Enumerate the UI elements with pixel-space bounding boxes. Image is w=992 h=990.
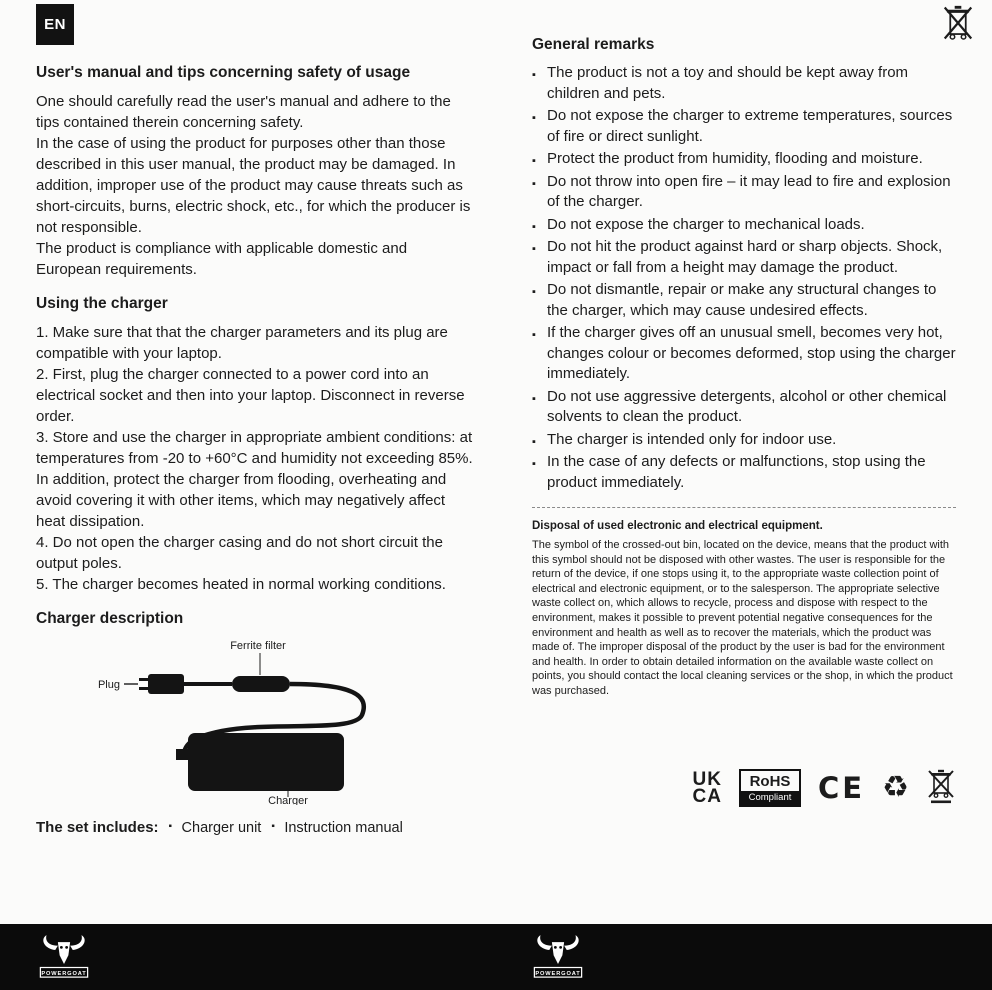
remark-item: ▪ If the charger gives off an unusual smell, becomes very hot, changes colour or becomes deformed, stop using the charger immediately.	[532, 323, 956, 385]
set-item: ▪ Instruction manual	[271, 820, 402, 836]
using-step: 2. First, plug the charger connected to a power cord into an electrical socket and then into your laptop. Disconnect in reverse order.	[36, 366, 465, 425]
using-step: 4. Do not open the charger casing and do not short circuit the output poles.	[36, 534, 443, 572]
plug-label: Plug	[97, 679, 120, 691]
remarks-heading: General remarks	[532, 36, 655, 53]
disposal-heading: Disposal of used electronic and electrical equipment.	[532, 520, 823, 532]
plug-body	[148, 674, 184, 694]
remark-item: ▪ Do not throw into open fire – it may lead to fire and explosion of the charger.	[532, 172, 956, 213]
safety-paragraph: The product is compliance with applicable domestic and European requirements.	[36, 240, 408, 278]
remark-item: ▪ Do not expose the charger to mechanical loads.	[532, 215, 956, 236]
charger-diagram	[36, 637, 474, 805]
remark-item: ▪ Protect the product from humidity, flooding and moisture.	[532, 149, 956, 170]
safety-paragraph: In the case of using the product for purposes other than those described in this user manual, the product may be damaged. In addition, improper use of the product may cause threats such as short-circuits, burns, electric shock, etc., for which the producer is not responsible.	[36, 135, 471, 236]
right-column	[532, 36, 956, 810]
compliance-badges	[532, 767, 956, 810]
dashed-divider	[532, 507, 956, 508]
rohs-compliant-label: Compliant	[741, 791, 799, 805]
remark-item: ▪ Do not use aggressive detergents, alcohol or other chemical solvents to clean the product.	[532, 387, 956, 428]
footer-bar	[0, 924, 992, 990]
powergoat-logo	[530, 932, 586, 987]
ukca-top: UK	[692, 769, 722, 791]
remark-item: ▪ The charger is intended only for indoor use.	[532, 430, 956, 451]
using-step: 5. The charger becomes heated in normal working conditions.	[36, 576, 446, 593]
description-heading: Charger description	[36, 610, 184, 627]
rohs-label: RoHS	[749, 773, 791, 791]
remark-item: ▪ Do not dismantle, repair or make any structural changes to the charger, which may cause undesired effects.	[532, 280, 956, 321]
crossed-bin-badge-icon	[926, 767, 956, 810]
rohs-mark	[739, 769, 801, 807]
remark-item: ▪ In the case of any defects or malfunctions, stop using the product immediately.	[532, 452, 956, 493]
charger-brick	[188, 733, 344, 791]
ferrite-filter-label: Ferrite filter	[230, 640, 286, 652]
set-includes-line	[36, 819, 474, 836]
using-step: 1. Make sure that that the charger parameters and its plug are compatible with your laptop.	[36, 324, 448, 362]
plug-prong	[139, 678, 149, 681]
ce-mark: CE	[818, 771, 866, 806]
left-column	[36, 64, 474, 836]
language-badge: EN	[36, 4, 74, 45]
using-heading: Using the charger	[36, 295, 168, 312]
plug-prong	[139, 687, 149, 690]
set-includes-label: The set includes:	[36, 819, 159, 836]
remark-item: ▪ Do not hit the product against hard or sharp objects. Shock, impact or fall from a height may damage the product.	[532, 237, 956, 278]
charger-connector	[176, 749, 190, 760]
safety-heading: User's manual and tips concerning safety of usage	[36, 64, 411, 81]
remark-item: ▪ Do not expose the charger to extreme temperatures, sources of fire or direct sunlight.	[532, 106, 956, 147]
brand-label: POWERGOAT	[41, 970, 87, 977]
disposal-text: The symbol of the crossed-out bin, located on the device, means that the product with this symbol should not be disposed with other wastes. The user is responsible for the return of the device, if one stops using it, to the appropriate waste collection point of electrical and electronic equipment, or to the salesperson. The appropriate selective waste collect on, which allows to recycle, process and dispose with respect to the environment, makes it possible to prevent potential negative consequences for the environment and health as well as to recover the materials, which the product was made of. The improper disposal of the product by the user is bad for the environment and health. In order to obtain detailed information on the available waste collect on points, you should contact the local cleaning services or the shop, in which the product was purchased.	[532, 539, 953, 697]
ukca-mark	[692, 769, 722, 808]
remarks-list	[532, 63, 956, 493]
safety-paragraph: One should carefully read the user's manual and adhere to the tips contained therein concerning safety.	[36, 93, 451, 131]
ferrite-filter	[232, 676, 290, 692]
remark-item: ▪ The product is not a toy and should be kept away from children and pets.	[532, 63, 956, 104]
recycle-icon: ♻	[882, 770, 909, 806]
set-item: ▪ Charger unit	[169, 820, 262, 836]
ukca-bottom: CA	[692, 786, 722, 808]
using-step: 3. Store and use the charger in appropriate ambient conditions: at temperatures from -20 to +60°C and humidity not exceeding 85%. In addition, protect the charger from flooding, overheating and avoid covering it with other items, which may negatively affect heat dissipation.	[36, 429, 473, 530]
powergoat-logo	[36, 932, 92, 987]
brand-label: POWERGOAT	[535, 970, 581, 977]
charger-label: Charger	[268, 795, 308, 805]
